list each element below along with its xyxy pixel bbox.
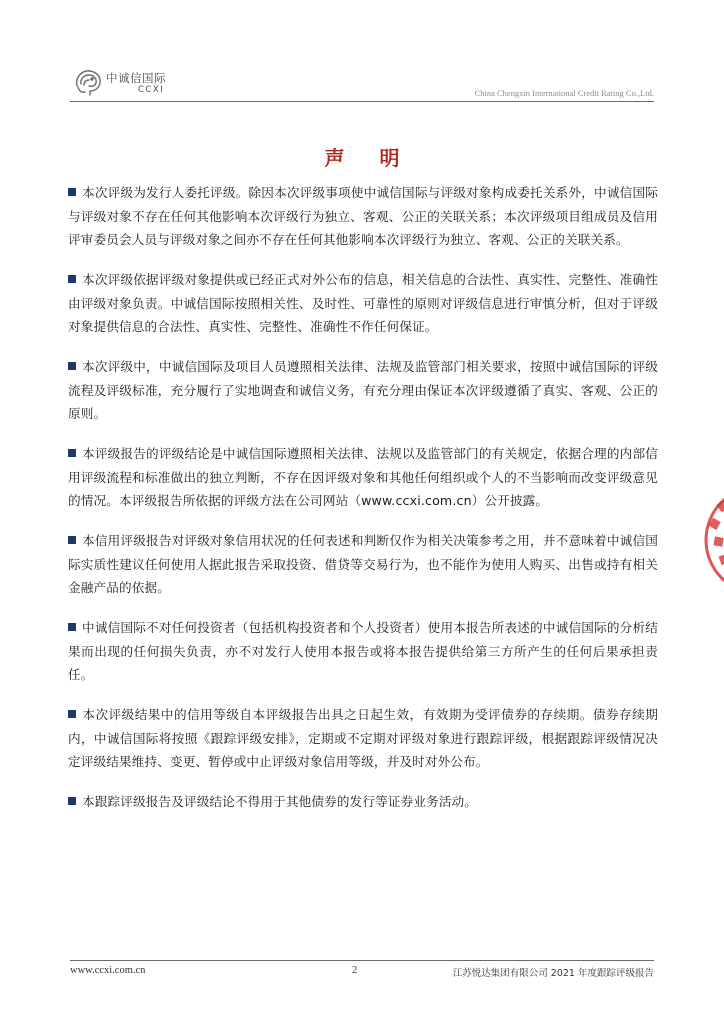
statement-text: 本评级报告的评级结论是中诚信国际遵照相关法律、法规以及监管部门的有关规定，依据合理的内部信用评级流程和标准做出的独立判断，不存在因评级对象和其他任何组织或个人的不当影响而改变评级意见的情况。本评级报告所依据的评级方法在公司网站（www.ccxi.com.cn）公开披露。 bbox=[68, 446, 658, 508]
statement-paragraph bbox=[68, 442, 658, 513]
square-bullet-icon bbox=[68, 797, 76, 805]
square-bullet-icon bbox=[68, 275, 76, 283]
square-bullet-icon bbox=[68, 623, 76, 631]
logo-chinese-name: 中诚信国际 bbox=[106, 71, 166, 85]
statement-body bbox=[68, 181, 658, 830]
ccxi-logo bbox=[70, 64, 180, 100]
square-bullet-icon bbox=[68, 449, 76, 457]
statement-text: 中诚信国际不对任何投资者（包括机构投资者和个人投资者）使用本报告所表述的中诚信国际的分析结果而出现的任何损失负责，亦不对发行人使用本报告或将本报告提供给第三方所产生的任何后果承担责任。 bbox=[68, 620, 658, 682]
statement-paragraph bbox=[68, 355, 658, 426]
statement-paragraph bbox=[68, 529, 658, 600]
page-title: 声 明 bbox=[324, 146, 414, 170]
square-bullet-icon bbox=[68, 710, 76, 718]
statement-paragraph bbox=[68, 268, 658, 339]
statement-text: 本次评级为发行人委托评级。除因本次评级事项使中诚信国际与评级对象构成委托关系外，中诚信国际与评级对象不存在任何其他影响本次评级行为独立、客观、公正的关联关系；本次评级项目组成员及信用评审委员会人员与评级对象之间亦不存在任何其他影响本次评级行为独立、客观、公正的关联关系。 bbox=[68, 185, 658, 247]
page-header bbox=[0, 0, 724, 110]
company-seal-stamp bbox=[700, 480, 724, 600]
statement-text: 本次评级依据评级对象提供或已经正式对外公布的信息，相关信息的合法性、真实性、完整性、准确性由评级对象负责。中诚信国际按照相关性、及时性、可靠性的原则对评级信息进行审慎分析，但对于评级对象提供信息的合法性、真实性、完整性、准确性不作任何保证。 bbox=[68, 272, 658, 334]
footer-website-link[interactable]: www.ccxi.com.cn bbox=[70, 965, 146, 976]
elephant-logo-icon bbox=[70, 64, 106, 100]
square-bullet-icon bbox=[68, 536, 76, 544]
statement-paragraph bbox=[68, 703, 658, 774]
statement-paragraph bbox=[68, 616, 658, 687]
square-bullet-icon bbox=[68, 188, 76, 196]
footer-divider bbox=[70, 960, 654, 961]
statement-paragraph bbox=[68, 790, 658, 814]
statement-text: 本次评级结果中的信用等级自本评级报告出具之日起生效，有效期为受评债券的存续期。债券存续期内，中诚信国际将按照《跟踪评级安排》，定期或不定期对评级对象进行跟踪评级，根据跟踪评级情况决定评级结果维持、变更、暂停或中止评级对象信用等级，并及时对外公布。 bbox=[68, 707, 658, 769]
statement-text: 本次评级中，中诚信国际及项目人员遵照相关法律、法规及监管部门相关要求，按照中诚信国际的评级流程及评级标准，充分履行了实地调查和诚信义务，有充分理由保证本次评级遵循了真实、客观、公正的原则。 bbox=[68, 359, 658, 421]
logo-english-name: CCXI bbox=[138, 85, 165, 95]
square-bullet-icon bbox=[68, 362, 76, 370]
header-divider bbox=[70, 101, 654, 102]
page-number: 2 bbox=[352, 965, 358, 976]
statement-text: 本信用评级报告对评级对象信用状况的任何表述和判断仅作为相关决策参考之用，并不意味着中诚信国际实质性建议任何使用人据此报告采取投资、借贷等交易行为，也不能作为使用人购买、出售或持有相关金融产品的依据。 bbox=[68, 533, 658, 595]
footer-report-name: 江苏悦达集团有限公司 2021 年度跟踪评级报告 bbox=[452, 968, 654, 979]
header-company-name: China Chengxin International Credit Rating Co.,Ltd. bbox=[474, 88, 654, 98]
statement-paragraph bbox=[68, 181, 658, 252]
statement-text: 本跟踪评级报告及评级结论不得用于其他债券的发行等证券业务活动。 bbox=[82, 794, 478, 809]
